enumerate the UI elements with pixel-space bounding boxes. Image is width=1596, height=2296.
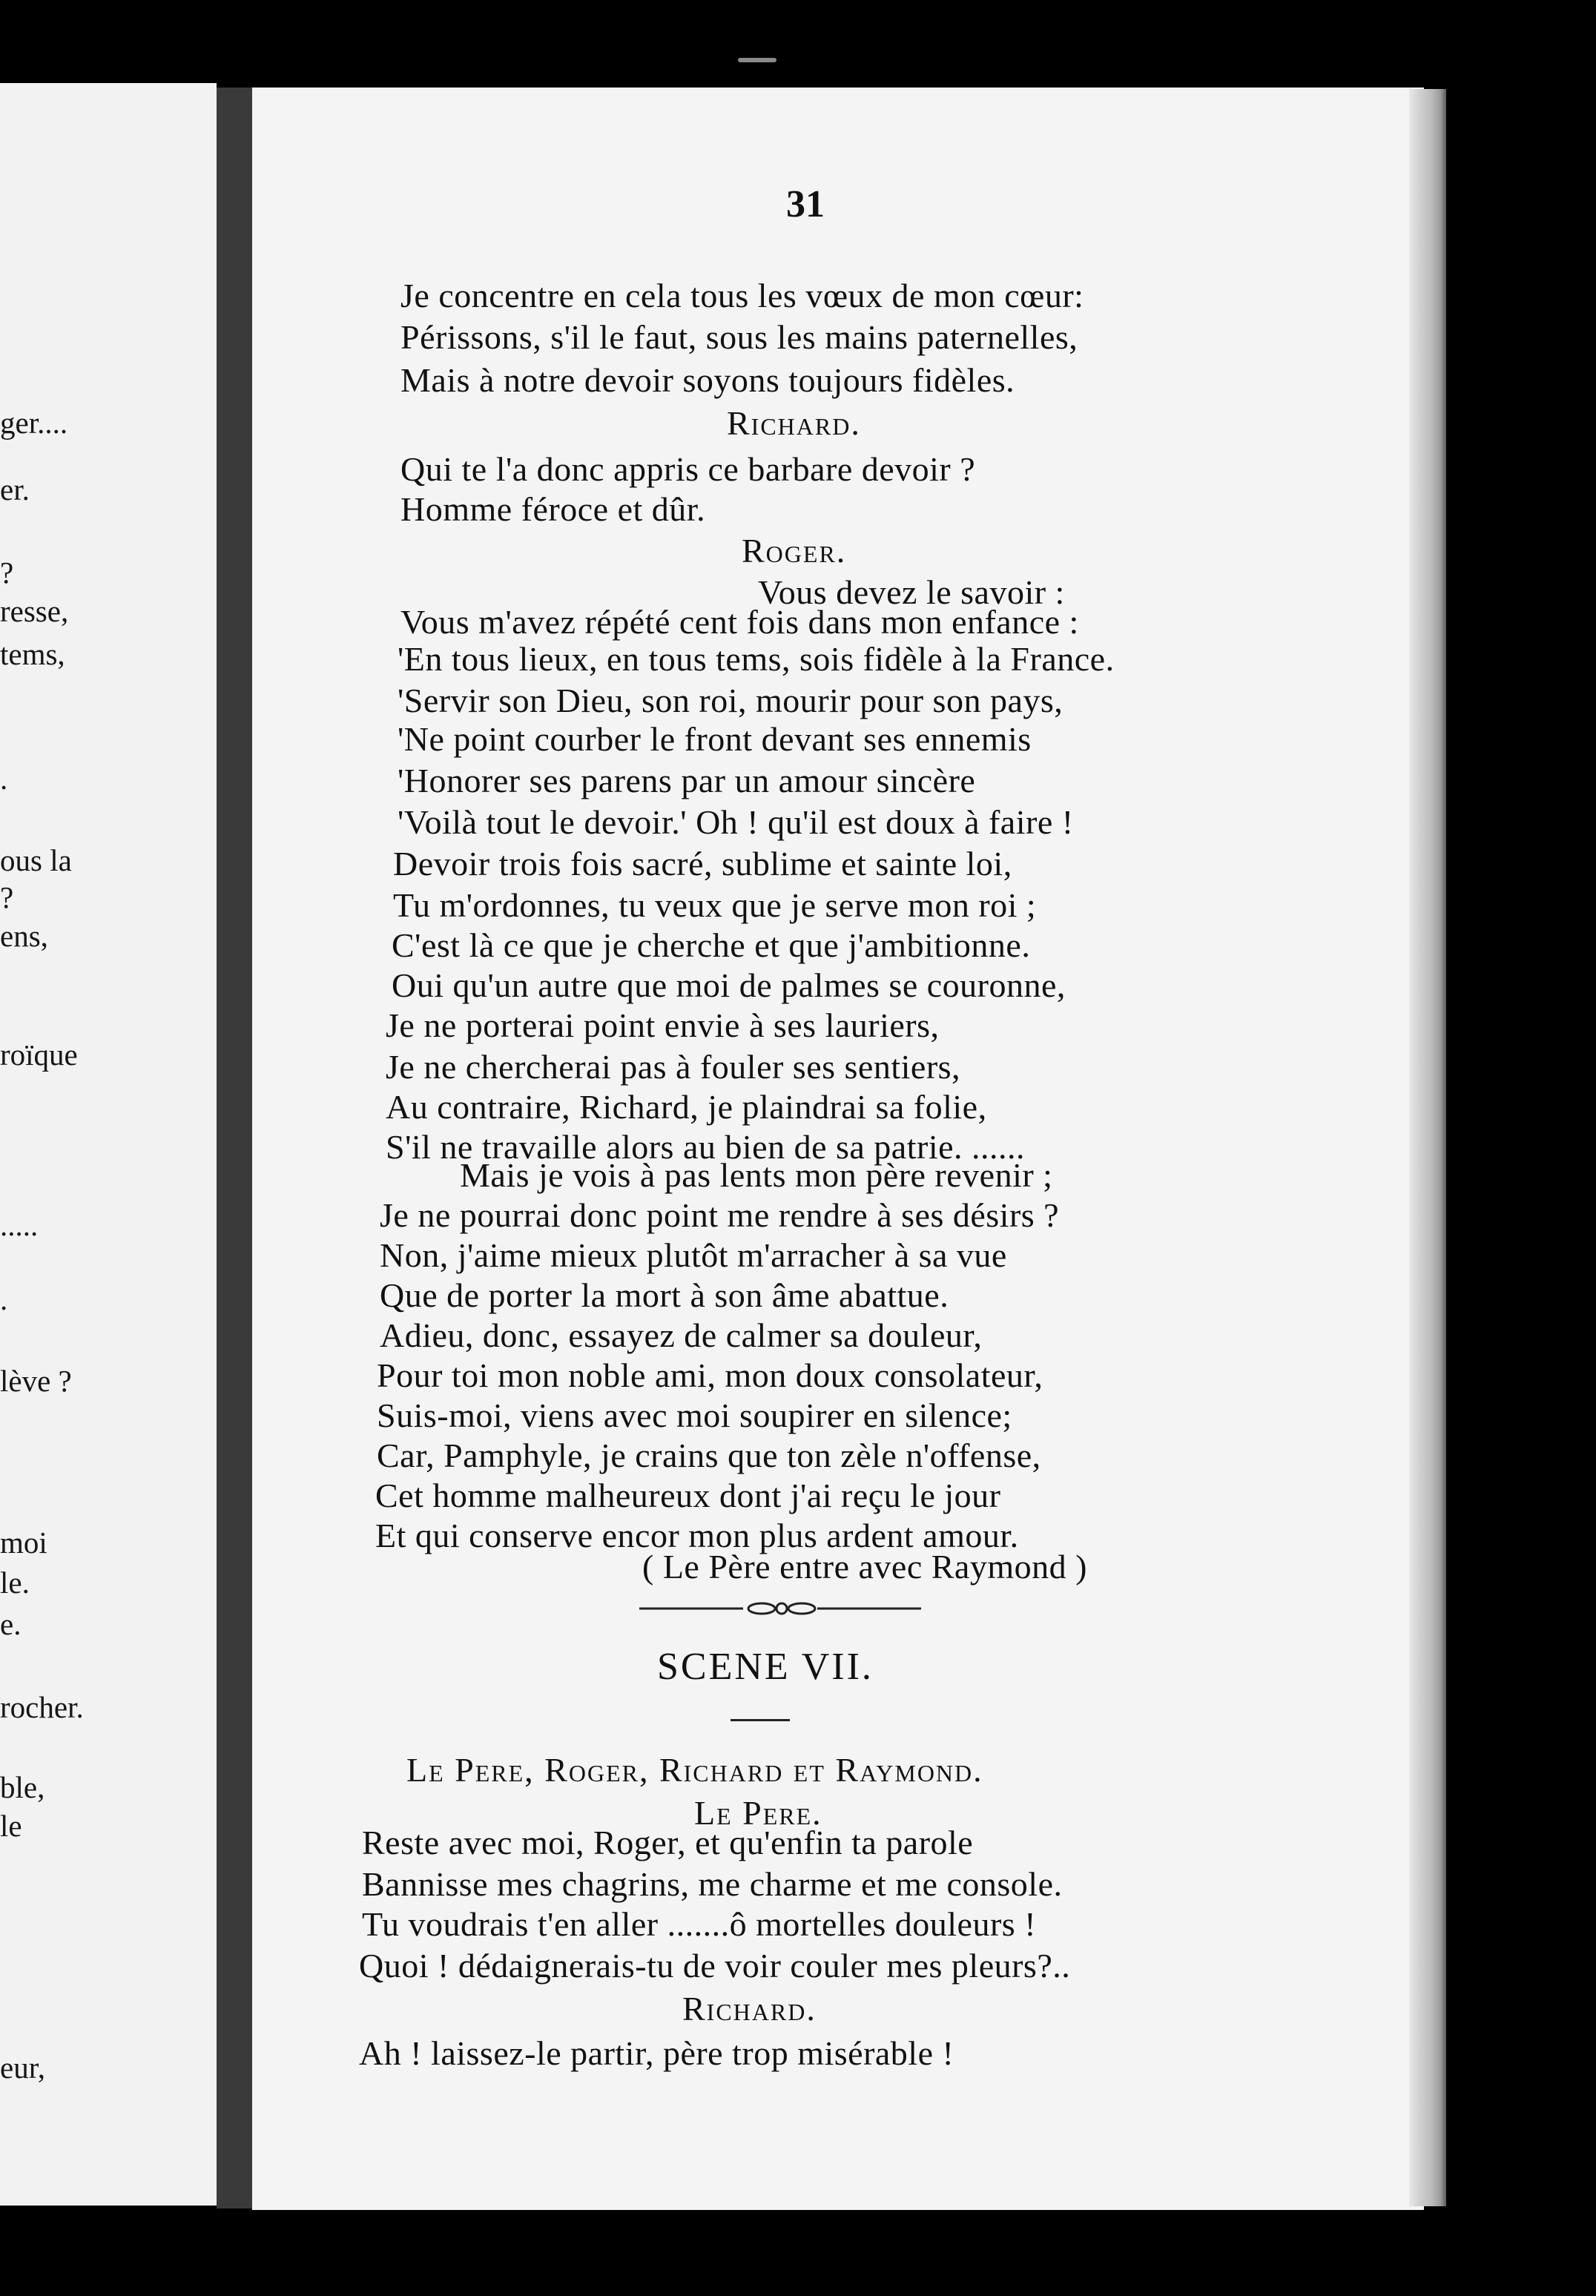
left-fragment: ? — [0, 880, 14, 914]
speaker-name: Roger. — [742, 532, 847, 570]
verse-line: Suis-moi, viens avec moi soupirer en silence; — [377, 1396, 1012, 1434]
scene-title: SCENE VII. — [657, 1646, 874, 1688]
speaker-name: Le Pere. — [694, 1794, 822, 1832]
scene-rule — [731, 1719, 790, 1721]
verse-line: Que de porter la mort à son âme abattue. — [380, 1276, 949, 1314]
left-fragment: er. — [0, 472, 30, 507]
left-fragment: ger.... — [0, 406, 68, 440]
verse-line: 'Honorer ses parens par un amour sincère — [398, 762, 976, 799]
left-fragment: le — [0, 1809, 22, 1843]
verse-line: Homme féroce et dûr. — [400, 490, 706, 528]
verse-line: Reste avec moi, Roger, et qu'enfin ta parole — [362, 1824, 974, 1861]
verse-line: 'Servir son Dieu, son roi, mourir pour son pays, — [398, 682, 1064, 719]
speaker-name: Richard. — [682, 1990, 817, 2028]
left-fragment: resse, — [0, 594, 69, 628]
page-number: 31 — [786, 183, 825, 225]
verse-line: Au contraire, Richard, je plaindrai sa folie, — [386, 1088, 987, 1126]
verse-line: Périssons, s'il le faut, sous les mains paternelles, — [400, 318, 1078, 356]
verse-line: 'Voilà tout le devoir.' Oh ! qu'il est doux à faire ! — [398, 803, 1074, 841]
left-fragment: le. — [0, 1566, 30, 1600]
left-fragment: ? — [0, 555, 14, 590]
verse-line: Pour toi mon noble ami, mon doux consolateur, — [377, 1356, 1043, 1394]
page-edge — [1409, 89, 1446, 2206]
left-fragment: moi — [0, 1525, 47, 1560]
verse-line: Car, Pamphyle, je crains que ton zèle n'offense, — [377, 1436, 1041, 1474]
scan-mark — [738, 58, 776, 62]
verse-line: Adieu, donc, essayez de calmer sa douleur, — [380, 1316, 983, 1354]
verse-line: Mais à notre devoir soyons toujours fidèles. — [400, 361, 1015, 399]
verse-line: 'Ne point courber le front devant ses ennemis — [398, 720, 1032, 758]
verse-line: Je ne chercherai pas à fouler ses sentiers, — [386, 1048, 961, 1086]
left-fragment: roïque — [0, 1038, 78, 1072]
verse-line: Vous m'avez répété cent fois dans mon enfance : — [400, 603, 1079, 641]
left-fragment: ..... — [0, 1208, 39, 1242]
verse-line: Ah ! laissez-le partir, père trop misérable ! — [359, 2034, 954, 2072]
stage-direction: ( Le Père entre avec Raymond ) — [642, 1548, 1087, 1586]
left-fragment: ous la — [0, 843, 72, 877]
verse-line: Mais je vois à pas lents mon père revenir ; — [460, 1156, 1053, 1194]
left-page — [0, 83, 217, 2206]
verse-line: Et qui conserve encor mon plus ardent amour. — [375, 1517, 1019, 1554]
verse-line: 'En tous lieux, en tous tems, sois fidèle à la France. — [398, 640, 1115, 678]
ornament-divider-icon — [639, 1597, 921, 1620]
verse-line: Qui te l'a donc appris ce barbare devoir ? — [400, 450, 976, 488]
left-fragment: . — [0, 762, 8, 796]
scene-characters: Le Pere, Roger, Richard et Raymond. — [406, 1751, 983, 1789]
left-fragment: rocher. — [0, 1690, 84, 1724]
left-fragment: e. — [0, 1607, 22, 1641]
verse-line: C'est là ce que je cherche et que j'ambitionne. — [392, 926, 1031, 964]
left-fragment: eur, — [0, 2051, 45, 2085]
verse-line: Vous devez le savoir : — [758, 573, 1065, 611]
book-gutter — [217, 88, 252, 2208]
verse-line: Quoi ! dédaignerais-tu de voir couler mes pleurs?.. — [359, 1947, 1071, 1985]
verse-line: Tu m'ordonnes, tu veux que je serve mon roi ; — [393, 886, 1037, 924]
left-fragment: lève ? — [0, 1364, 72, 1398]
left-fragment: tems, — [0, 637, 65, 671]
verse-line: Cet homme malheureux dont j'ai reçu le jour — [375, 1477, 1001, 1514]
left-fragment: ble, — [0, 1770, 45, 1804]
left-fragment: ens, — [0, 919, 48, 953]
verse-line: Bannisse mes chagrins, me charme et me console. — [362, 1865, 1063, 1903]
verse-line: Je concentre en cela tous les vœux de mon cœur: — [400, 277, 1084, 314]
verse-line: Tu voudrais t'en aller .......ô mortelles douleurs ! — [362, 1905, 1037, 1943]
verse-line: Non, j'aime mieux plutôt m'arracher à sa vue — [380, 1236, 1007, 1274]
verse-line: Je ne pourrai donc point me rendre à ses désirs ? — [380, 1196, 1060, 1234]
verse-line: Devoir trois fois sacré, sublime et sainte loi, — [393, 845, 1012, 883]
verse-line: Oui qu'un autre que moi de palmes se couronne, — [392, 966, 1066, 1004]
verse-line: Je ne porterai point envie à ses lauriers, — [386, 1006, 940, 1044]
verse-line: S'il ne travaille alors au bien de sa patrie. ...... — [386, 1128, 1026, 1166]
speaker-name: Richard. — [727, 404, 861, 442]
left-fragment: . — [0, 1282, 8, 1316]
